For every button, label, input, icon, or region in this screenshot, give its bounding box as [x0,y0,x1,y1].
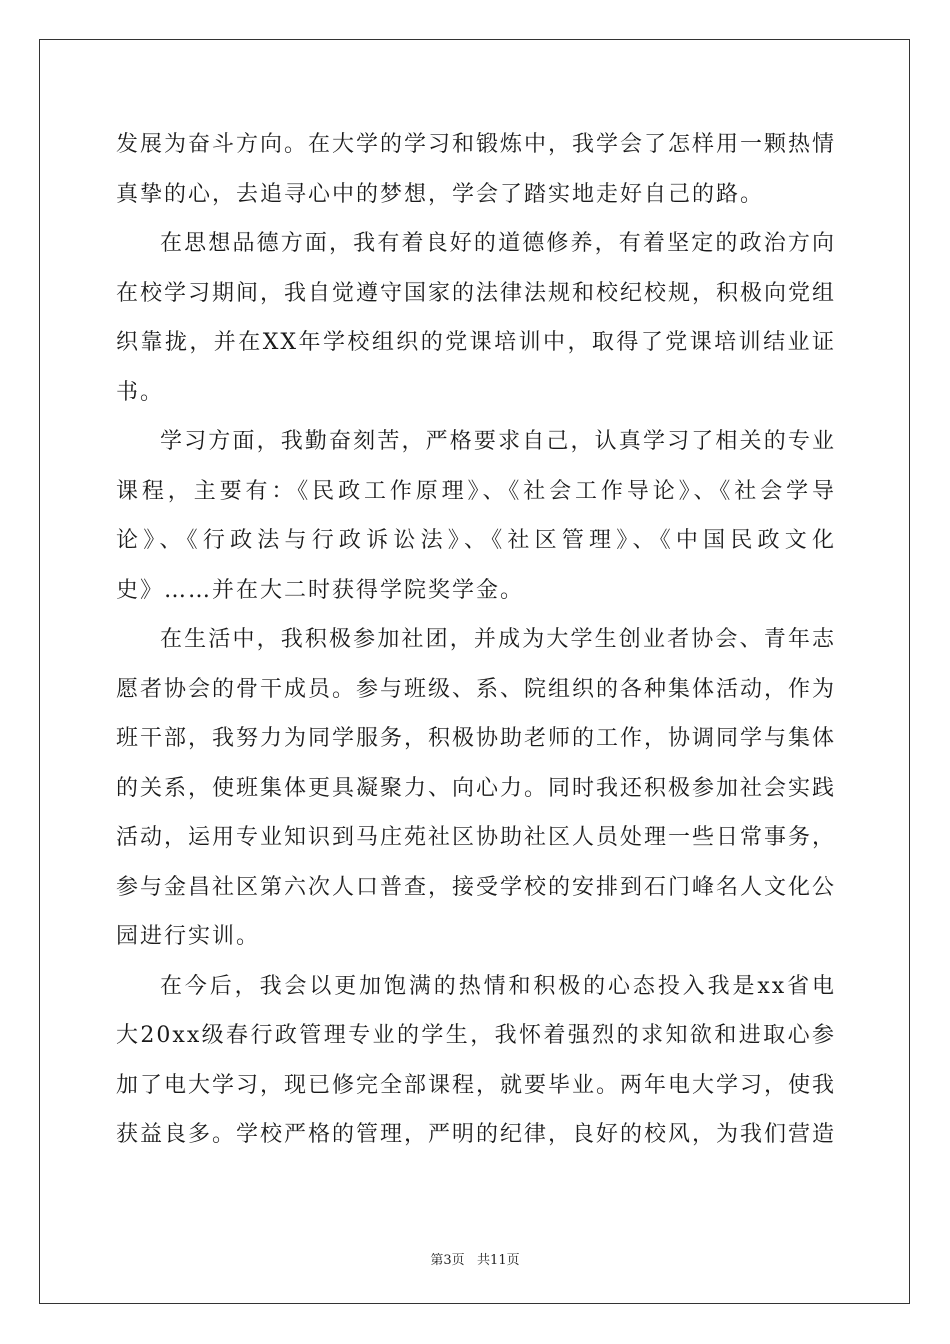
page-number-footer: 第3页 共11页 [430,1253,520,1268]
paragraph-3: 学习方面，我勤奋刻苦，严格要求自己，认真学习了相关的专业课程，主要有：《民政工作原理》、《社会工作导论》、《社会学导论》、《行政法与行政诉讼法》、《社区管理》、《中国民政文化史》……并在大二时获得学院奖学金。 [116,429,836,603]
paragraph-2: 在思想品德方面，我有着良好的道德修养，有着坚定的政治方向在校学习期间，我自觉遵守国家的法律法规和校纪校规，积极向党组织靠拢，并在XX年学校组织的党课培训中，取得了党课培训结业证书。 [116,231,837,405]
paragraph-1: 发展为奋斗方向。在大学的学习和锻炼中，我学会了怎样用一颗热情真挚的心，去追寻心中的梦想，学会了踏实地走好自己的路。 [116,132,837,207]
paragraph-5: 在今后，我会以更加饱满的热情和积极的心态投入我是xx省电大20xx级春行政管理专业的学生，我怀着强烈的求知欲和进取心参加了电大学习，现已修完全部课程，就要毕业。两年电大学习，使我获益良多。学校严格的管理，严明的纪律，良好的校风，为我们营造 [116,973,837,1147]
paragraph-4: 在生活中，我积极参加社团，并成为大学生创业者协会、青年志愿者协会的骨干成员。参与班级、系、院组织的各种集体活动，作为班干部，我努力为同学服务，积极协助老师的工作，协调同学与集体的关系，使班集体更具凝聚力、向心力。同时我还积极参加社会实践活动，运用专业知识到马庄苑社区协助社区人员处理一些日常事务，参与金昌社区第六次人口普查，接受学校的安排到石门峰名人文化公园进行实训。 [116,627,837,949]
document-body [116,120,836,1160]
